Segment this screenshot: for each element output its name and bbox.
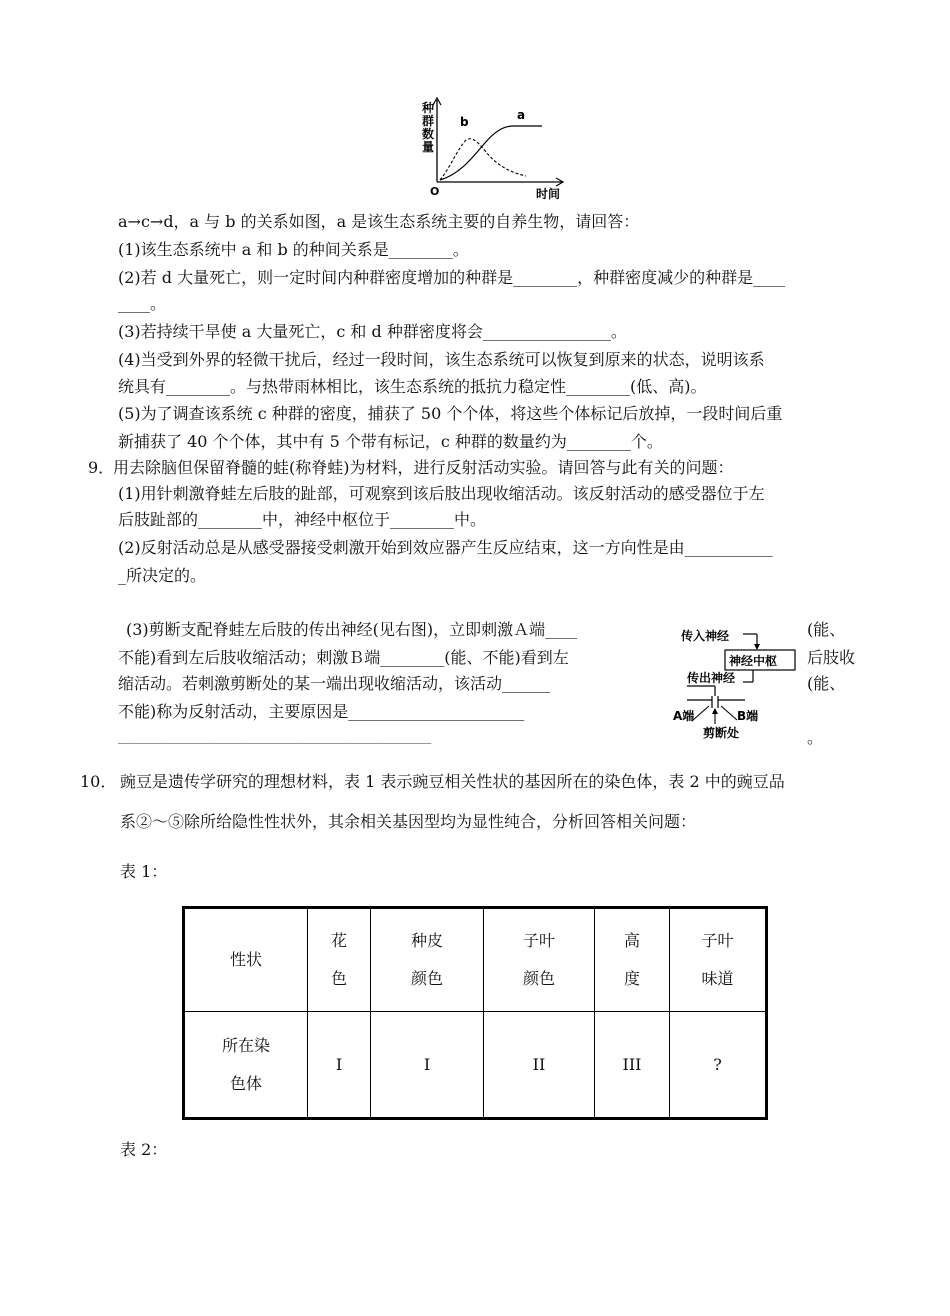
table-cell-header: [595, 908, 670, 1012]
row1-head: 性状: [229, 950, 262, 969]
q9-part3-right2: 后肢收: [807, 648, 856, 667]
curve-a-label: a: [517, 108, 526, 122]
q9-part3-line4: 不能)称为反射活动，主要原因是______________________: [118, 702, 525, 721]
graph-xlabel: 时间: [536, 187, 561, 201]
q9-part1-line2: 后肢趾部的________中，神经中枢位于________中。: [118, 510, 487, 529]
col3-line2: 颜色: [522, 969, 555, 988]
q8-part1: (1)该生态系统中 a 和 b 的种间关系是________。: [118, 240, 469, 259]
cut-arrow-head: [712, 708, 718, 714]
table-row: [184, 908, 767, 1012]
curve-b-label: b: [460, 115, 469, 129]
cut-label: 剪断处: [703, 726, 740, 740]
nerve-diagram: [665, 624, 800, 744]
q10-number: 10．: [80, 772, 117, 791]
col4-line1: 高: [623, 931, 640, 950]
col2-line1: 种皮: [410, 931, 443, 950]
q9-stem: 用去除脑但保留脊髓的蛙(称脊蛙)为材料，进行反射活动实验。请回答与此有关的问题：: [113, 458, 734, 477]
table-cell: [184, 1012, 308, 1119]
q10-stem-line1: 豌豆是遗传学研究的理想材料，表 1 表示豌豆相关性状的基因所在的染色体，表 2 中的豌豆品: [120, 772, 785, 791]
q8-part5-line1: (5)为了调查该系统 c 种群的密度，捕获了 50 个个体，将这些个体标记后放掉，一段时间后重: [118, 404, 783, 423]
graph-origin: O: [430, 185, 440, 198]
graph-ylabel-3: 数: [422, 127, 435, 141]
q8-part2-line1: (2)若 d 大量死亡，则一定时间内种群密度增加的种群是________，种群密度减少的种群是____: [118, 268, 786, 287]
row2-head-line2: 色体: [229, 1073, 262, 1093]
q9-part3-right5: 。: [807, 728, 824, 747]
b-end-label: B端: [737, 709, 759, 723]
table-cell: II: [484, 1012, 595, 1119]
col1-line1: 花: [330, 931, 347, 950]
b-arrow-line: [721, 706, 737, 720]
table-cell: I: [371, 1012, 484, 1119]
q8-intro: a→c→d，a 与 b 的关系如图，a 是该生态系统主要的自养生物，请回答：: [118, 212, 640, 231]
col4-line2: 度: [623, 969, 640, 988]
graph-ylabel-2: 群: [422, 114, 435, 128]
a-arrow-line: [693, 706, 709, 720]
q9-part3-line5: __________________________________________________________: [118, 731, 432, 744]
table-cell-header: [670, 908, 767, 1012]
col5-line2: 味道: [701, 969, 734, 988]
graph-ylabel-1: 种: [422, 101, 435, 115]
graph-ylabel-4: 量: [422, 140, 435, 154]
q9-number: 9．: [88, 458, 115, 477]
afferent-arrow: [754, 644, 760, 650]
row2-head-line1: 所在染: [221, 1035, 270, 1055]
col3-line1: 子叶: [522, 931, 555, 950]
q9-part2-line2: _所决定的。: [118, 566, 207, 585]
q9-part3-line3: 缩活动。若刺激剪断处的某一端出现收缩活动，该活动______: [118, 674, 551, 693]
q8-part5-line2: 新捕获了 40 个个体，其中有 5 个带有标记，c 种群的数量约为________个。: [118, 432, 663, 451]
table1-label: 表 1：: [120, 862, 168, 881]
q9-part3-right3: (能、: [807, 674, 846, 693]
q8-part2-line2: ____。: [118, 294, 167, 313]
q9-part2-line1: (2)反射活动总是从感受器接受刺激开始到效应器产生反应结束，这一方向性是由___________: [118, 538, 773, 557]
table-cell-header: [184, 908, 308, 1012]
q9-part1-line1: (1)用针刺激脊蛙左后肢的趾部，可观察到该后肢出现收缩活动。该反射活动的感受器位于左: [118, 484, 765, 503]
afferent-label: 传入神经: [681, 629, 730, 643]
center-label: 神经中枢: [729, 654, 778, 668]
table-1: [182, 906, 768, 1120]
table-cell-header: [484, 908, 595, 1012]
col2-line2: 颜色: [410, 969, 443, 988]
col1-line2: 色: [330, 969, 347, 988]
efferent-label: 传出神经: [687, 671, 736, 685]
population-graph: [414, 96, 574, 204]
table2-label: 表 2：: [120, 1140, 168, 1159]
curve-a: [440, 126, 542, 180]
table-cell-header: [371, 908, 484, 1012]
a-end-label: A端: [673, 709, 695, 723]
q8-part3: (3)若持续干旱使 a 大量死亡，c 和 d 种群密度将会________________。: [118, 322, 627, 341]
q10-stem-line2: 系②～⑤除所给隐性性状外，其余相关基因型均为显性纯合，分析回答相关问题：: [120, 812, 697, 831]
q9-part3-line2: 不能)看到左后肢收缩活动；刺激Ｂ端________(能、不能)看到左: [118, 648, 569, 667]
q8-part4-line2: 统具有________。与热带雨林相比，该生态系统的抵抗力稳定性________(低、高)。: [118, 377, 707, 396]
q9-part3-right1: (能、: [807, 620, 846, 639]
table-cell: III: [595, 1012, 670, 1119]
table-cell: I: [308, 1012, 371, 1119]
q9-part3-line1: (3)剪断支配脊蛙左后肢的传出神经(见右图)，立即刺激Ａ端____: [126, 620, 578, 639]
col5-line1: 子叶: [701, 931, 734, 950]
table-cell: ?: [670, 1012, 767, 1119]
table-row: [184, 1012, 767, 1119]
q8-part4-line1: (4)当受到外界的轻微干扰后，经过一段时间，该生态系统可以恢复到原来的状态，说明该系: [118, 350, 765, 369]
table-cell-header: [308, 908, 371, 1012]
